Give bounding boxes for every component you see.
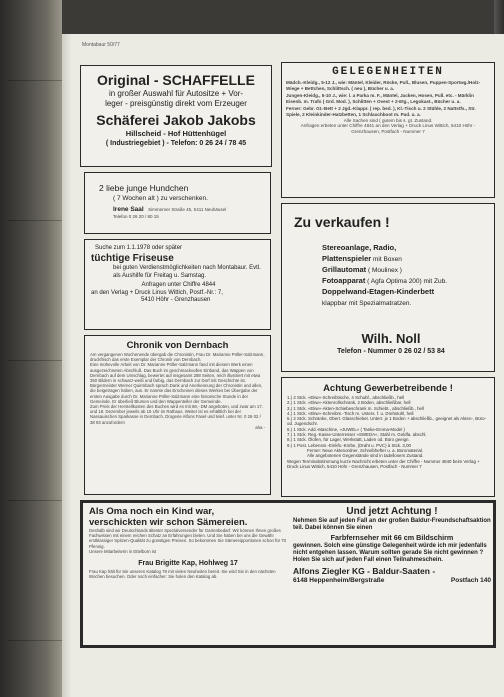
ad-schaffelle <box>80 65 272 167</box>
book-binding-edge <box>0 0 62 697</box>
page-reference: Montabaur 50/77 <box>82 42 120 48</box>
list-item: 8.) 1 Stck. Ölofen, für Lager, Werkstatt, Laden od. Büro geeign. <box>287 437 410 443</box>
contact-name: Irene Saal <box>113 206 144 213</box>
ad-ziegler-column <box>293 506 491 584</box>
ad-hundchen <box>84 172 271 234</box>
list-item: klappbar mit Spezialmatratzen. <box>322 300 412 307</box>
ad-paragraph: Unsere Mitarbeiterin in Ettelborn ist <box>89 548 157 554</box>
list-item: Grillautomat ( Moulinex ) <box>322 265 402 274</box>
item-list <box>322 243 488 309</box>
company-name: Alfons Ziegler KG - Baldur-Saaten - <box>293 566 436 577</box>
ad-intro: Suche zum 1.1.1978 oder später <box>95 245 183 251</box>
prize-highlight: Farbfernseher mit 66 cm Bildschirm <box>330 532 454 542</box>
ad-headline: verschickten wir schon Sämereien. <box>89 517 248 528</box>
ad-paragraph: Frau Kap hält für Sie unseren Katalog 78 mit vielen Neuheiten bereit. Sie wird Sie in den nächsten Wochen besuchen. Oder noch einfacher: Sie holen den Katalog ab. <box>89 569 276 580</box>
ad-headline: Und jetzt Achtung ! <box>346 506 438 517</box>
ad-paragraph: Alle Sachen sind ( gutem bis s. gt. Zustand. <box>343 117 433 123</box>
company-address: 6148 Heppenheim/Bergstraße <box>293 577 385 585</box>
company-name: Schäferei Jakob Jakobs <box>96 112 256 128</box>
company-phone: ( Industriegebiet ) - Telefon: 0 26 24 / 78 45 <box>105 140 247 147</box>
ad-title: tüchtige Friseuse <box>91 253 174 264</box>
list-item: 3.) 1 Stck. «Ekw»-Akten-Schiebeschrank m. Schiebt., abschließb., hell <box>287 405 424 411</box>
item-list <box>287 395 489 469</box>
article-paragraph: Zum Preis der Herstellkosten des Buches wird es mit 68,- DM angeboten, und zwar am 17. und 18. Dezember jeweils ab 15 Uhr im Rathaus. Weiter ist es erhältlich bei der Nassauischen Sparkasse in Dernbach, Drogerie Alfons Fasel und telef. unter Nr. 0 26 02 / 38 93 anzufordern <box>90 404 263 425</box>
ad-text: leger - preisgünstig direkt vom Erzeuger <box>105 99 247 108</box>
ad-paragraph: gewinnen. Solch eine günstige Gelegenheit würde ich mir jedenfalls nicht entgehen lassen. Warum sollten gerade Sie nicht gewinnen ? Holen Sie sich auf jeden Fall einen Teilnahmeschein. <box>293 542 487 564</box>
ad-paragraph: Mädch.-Kleidg., 5-12 J., wie: Mäntel, Kleider, Röcke, Pull., Blusen, Puppen-Sportwg./Holz-Wiege + Bettchen, Schlittsch. ( neu ), Bücher u. a. <box>286 80 481 91</box>
list-item: Fotoapparat ( Agfa Optima 200) mit Zub. <box>322 276 447 285</box>
list-item: 9.) 1 Post. Lebensm.-Einkfs.-Körbe, (Draht u. PVC) à Stck. 3,00 <box>287 442 411 448</box>
contact-phone: Telefon - Nummer 0 26 02 / 53 84 <box>337 348 445 355</box>
company-postfach: Postfach 140 <box>450 577 491 585</box>
ad-text: bei guten Verdienstmöglichkeiten nach Montabaur. Evtl. als Aushilfe für Freitag u. Samstag. <box>113 265 261 279</box>
ad-contact: an den Verlag + Druck Linus Wittich, Postf.-Nr.: 7, <box>91 289 223 296</box>
ad-title: Achtung Gewerbetreibende ! <box>323 383 453 394</box>
ad-title: 2 liebe junge Hundchen <box>99 183 189 193</box>
ad-zu-verkaufen <box>281 203 495 372</box>
list-item: 1.) 2 Stck. «Ekw»-Schreibtische, 4 Schubf., abschließb., hell <box>287 395 405 400</box>
newspaper-page <box>62 34 504 697</box>
ad-contact: 5410 Höhr - Grenzhausen <box>141 297 211 303</box>
article-chronik <box>84 335 271 495</box>
ad-contact: Anfragen unter Chiffre 4844 <box>141 282 216 288</box>
list-item: Stereoanlage, Radio, <box>322 243 397 252</box>
ad-title: GELEGENHEITEN <box>332 66 444 78</box>
article-title: Chronik von Dernbach <box>126 340 229 351</box>
ad-text: in großer Auswahl für Autositze + Vor- <box>108 89 244 98</box>
ad-contact: Anfragen erbeten unter Chiffre 4841 an den Verlag + Druck Linus Wittich, 5410 Höhr - Grenzhausen, Postfach - Nummer 7 <box>300 123 476 134</box>
list-item: 4.) 1 Stck. «Ekw»-Schreibm.-Tisch m. Unters. f. u. Drehstuhl, hell <box>287 410 414 416</box>
contact-name: Wilh. Noll <box>361 331 421 346</box>
list-item: Plattenspieler mit Boxen <box>322 254 402 263</box>
list-item: 5.) 2 Stck. Schränke, Obert. Glasschiebet. Unterr. je 1 Boden + abschließb., geeignet als Akten-, Büro- od. Jugendschr. <box>287 416 487 427</box>
ad-oma-column <box>89 506 287 579</box>
contact-name: Frau Brigitte Kap, Hohlweg 17 <box>138 560 238 568</box>
article-paragraph: Bürgermeister Werner Quirmbach sprach Dank und Anerkennung der Chronistin und allen, die beigetragen haben, aus. Er nannte das Erscheinen dieses Werkes bei Übergabe der ersten Ausgabe durch Dr. Marianne Pöller-Salzmann eine historische Stunde in der Gemeinde. Er überließ Blumen und den Wappenteller der Gemeinde. <box>90 383 263 404</box>
ad-paragraph: Jungen-Kleidg., 5-10 J., wie: l. a Parka m. F., Mäntel, Jacken, Hosen, Pull. etc. - Märklin Eisenb. m. Trafo ( Grd. Mod. ), Schlitten + Ovest + 2-Etg., Legokast., Bücher u. a. <box>286 93 474 104</box>
list-item: Ferner: Neue Aktenordner, Schreibhefter u. a. Büromaterial. <box>307 447 424 453</box>
list-item: 6.) 1 Stck. Add.-Maschine, »JUWEL« ( Tanke-Emma-Model ) <box>287 426 406 432</box>
list-item: 7.) 1 Stck. Reg.-Kasse-Unterresser »SWEDA«, Stahl m. Geldfa. abschl. <box>287 432 427 438</box>
ad-paragraph: Ferner: Gebr. Gt.-Bett + 2 Jgd.-Klappr. ( rep. bed. ), Kl.-Tisch u. 2 Stühle, 2 Nattstfs., Str. Spiele, 2 Kleinkinder-Hatzbetten, 1 Schlauchboot m. Pad. u. a. <box>286 106 476 117</box>
ad-gelegenheiten <box>281 62 495 198</box>
ad-text: ( 7 Wochen alt ) zu verschenken. <box>113 195 208 202</box>
page-fold-shadow <box>62 34 72 697</box>
list-item: Wegen Terminabstimmung kurze Nachricht erbeten unter der Chiffre - Nummer 4840 beim Verlag + Druck Linus Wittich, 5410 Höhr - Grenzhausen, Postfach - Nummer 7 <box>287 458 480 469</box>
list-item: Doppelwand-Etagen-Kinderbett <box>322 287 435 296</box>
list-item: Alle angebotenen Gegenstände sind in tadellosem Zustand. <box>307 453 424 459</box>
contact-phone: Telefon 0 26 20 / 80 15 <box>113 214 159 219</box>
contact-address: Simmerner Straße 45, 5411 Neuhäusel <box>148 207 227 212</box>
ad-headline: Als Oma noch ein Kind war, <box>89 506 215 517</box>
ad-gewerbetreibende <box>281 377 495 497</box>
list-item: 2.) 1 Stck. «Ekw»-Aktenrollschrank, 2 Böden, abschließbar, hell <box>287 400 411 406</box>
ad-paragraph: Deshalb sind wir Deutschlands ältester Spezialversender für Gartenbedarf. Wir können Ihnen großes Fachwissen mit einem reichen Schatz an Erfahrungen bieten. Und Sie haben bei uns die Gewähr erstklassiger Spitzen-Qualität zu günstigen Preisen. So bekommen Sie Sämereipportionen schon für 70 Pfennig. <box>89 528 287 549</box>
ad-title: Zu verkaufen ! <box>294 214 390 230</box>
article-paragraph: Am vergangenen Wochenende übergab die Chronistin, Frau Dr. Marianne Pöller-Salzmann, druckfrisch das erste Exemplar der Chronik von Dernbach. <box>90 352 265 363</box>
ad-friseuse <box>84 239 271 330</box>
ad-baldur-saaten <box>80 500 496 648</box>
ad-title: Original - SCHAFFELLE <box>97 72 255 88</box>
article-paragraph: Eine mühevolle Arbeit von Dr. Marianne Pöller-Salzmann fand mit diesem Werk einen ausgezeichneten Abschluß. Das Buch im geschmackvollen Einband, das Wappen von Dernbach auf dem Umschlag, bewertet auf insgesamt 288 Seiten, reich illustriert mit etwa 350 Bildern in schwarz-weiß und farbig, das Dernbach zur Dorf mit Geschichte ist. <box>90 362 261 384</box>
company-address: Hillscheid - Hof Hüttenhügel <box>125 129 227 138</box>
article-signature: aha - <box>255 424 265 430</box>
ad-paragraph: Nehmen Sie auf jeden Fall an der großen Baldur-Freundschaftsaktion teil. Dabei können Sie einen <box>293 518 491 532</box>
